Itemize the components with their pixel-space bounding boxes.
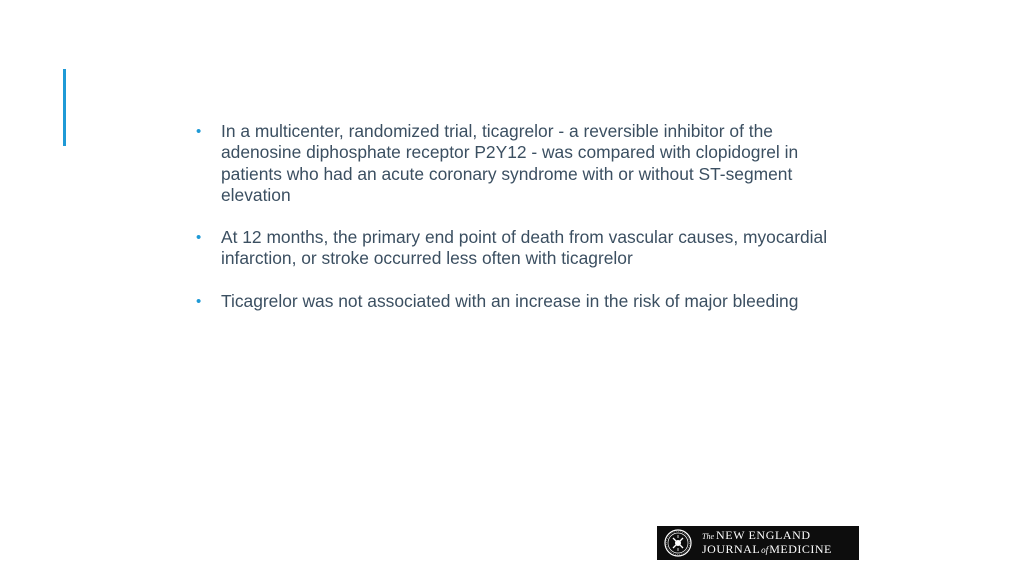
bullet-text: Ticagrelor was not associated with an increase in the risk of major bleeding [221, 290, 799, 311]
bullet-dot-icon: • [196, 229, 202, 247]
bullet-item [196, 291, 846, 312]
nejm-logo [657, 526, 859, 560]
logo-line-2: JOURNALofMEDICINE [702, 542, 832, 556]
bullet-text: In a multicenter, randomized trial, ticagrelor - a reversible inhibitor of the adenosine diphosphate receptor P2Y12 - was compared with clopidogrel in patients who had an acute coronary syndrome with or without ST-segment elevation [221, 121, 799, 205]
bullet-dot-icon: • [196, 292, 202, 310]
bullet-text: At 12 months, the primary end point of death from vascular causes, myocardial infarction, or stroke occurred less often with ticagrelor [221, 227, 828, 269]
logo-line-1: The NEW ENGLAND [702, 528, 811, 542]
logo-wordmark [702, 529, 832, 557]
bullet-list [196, 121, 846, 333]
bullet-dot-icon: • [196, 123, 202, 140]
bullet-item [196, 121, 846, 206]
bullet-item [196, 227, 846, 270]
seal-icon [664, 529, 692, 557]
accent-bar [63, 69, 66, 146]
